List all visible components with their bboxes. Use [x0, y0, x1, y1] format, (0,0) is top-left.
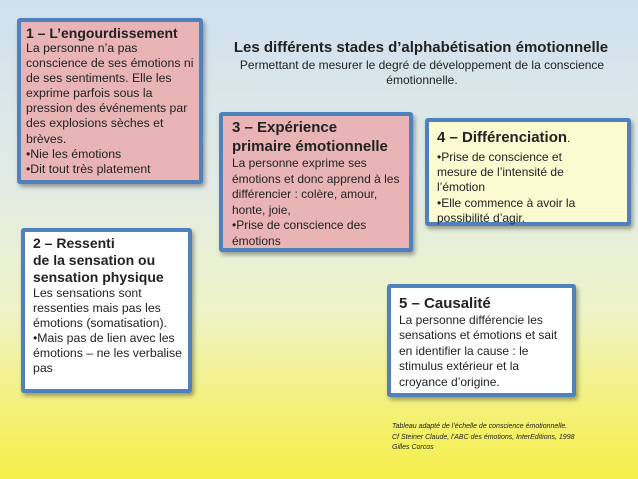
source-credit [392, 422, 632, 454]
stage-3-card [219, 112, 413, 252]
stage-2-title-line: 2 – Ressenti [33, 235, 115, 251]
stage-3-title-line: primaire émotionnelle [232, 137, 388, 155]
credit-line: Tableau adapté de l’échelle de conscience émotionnelle. [392, 423, 568, 430]
stage-4-title-suffix: . [567, 131, 571, 145]
stage-3-line: émotions et donc apprend à les [232, 171, 400, 186]
stage-2-line: émotions (somatisation). [33, 316, 167, 331]
stage-2-line: pas [33, 361, 53, 376]
credit-line: Gilles Corcos [392, 444, 434, 451]
stage-2-text [33, 286, 183, 377]
stage-5-line: La personne différencie les [399, 313, 543, 327]
stage-5-text [399, 313, 567, 390]
stage-3-text [232, 156, 404, 250]
stage-4-line: l’émotion [437, 180, 486, 195]
stage-4-title-text: 4 – Différenciation [437, 129, 568, 146]
credit-line: Cf Steiner Claude, l’ABC des émotions, InterEditions, 1998 [392, 433, 575, 441]
stage-3-line: honte, joie, [232, 202, 291, 217]
stage-3-line: différencier : colère, amour, [232, 187, 378, 202]
stage-2-title-line: de la sensation ou [33, 252, 156, 268]
stage-3-line: •Prise de conscience des [232, 218, 367, 233]
stage-2-title-line: sensation physique [33, 269, 164, 285]
stage-5-line: en identifier la cause : le [399, 343, 529, 358]
stage-4-line: •Prise de conscience et [437, 150, 562, 164]
page-subtitle: Permettant de mesurer le degré de développement de la conscience émotionnelle. [239, 58, 605, 87]
stage-1-line: de ses sentiments. Elle les [26, 71, 172, 86]
stage-4-text [437, 150, 622, 226]
stage-3-line: La personne exprime ses [232, 156, 367, 170]
stage-4-title [437, 128, 622, 148]
stage-2-card [21, 228, 192, 393]
stage-1-card [17, 18, 203, 184]
stage-1-line: exprime parfois sous la [26, 86, 153, 101]
stage-4-line: •Elle commence à avoir la [437, 195, 576, 210]
stage-5-line: sensations et émotions et sait [399, 328, 558, 343]
stage-5-line: stimulus extérieur et la [399, 359, 520, 374]
stage-2-line: Les sensations sont [33, 286, 142, 300]
stage-4-line: possibilité d’agir. [437, 210, 526, 225]
stage-2-line: •Mais pas de lien avec les [33, 331, 175, 346]
stage-1-line: brèves. [26, 131, 67, 146]
stage-4-line: mesure de l’intensité de [437, 165, 564, 180]
stage-1-line: conscience de ses émotions ni [26, 56, 194, 71]
stage-5-title: 5 – Causalité [399, 295, 491, 312]
stage-1-line: •Nie les émotions [26, 146, 122, 161]
stage-2-title [33, 235, 183, 286]
stage-1-line: •Dit tout très platement [26, 161, 151, 176]
stage-1-line: pression des événements par [26, 101, 188, 116]
stage-4-card [425, 118, 631, 226]
page-title: Les différents stades d’alphabétisation émotionnelle [233, 39, 609, 56]
stage-1-line: des explosions sèches et [26, 116, 164, 131]
stage-3-title [232, 119, 404, 156]
stage-2-line: émotions – ne les verbalise [33, 346, 183, 361]
stage-2-line: ressenties mais pas les [33, 301, 161, 316]
stage-3-title-line: 3 – Expérience [232, 119, 338, 136]
stage-1-text [26, 41, 194, 177]
stage-1-title: 1 – L’engourdissement [26, 25, 178, 41]
stage-3-line: émotions [232, 233, 281, 248]
stage-5-line: croyance d’origine. [399, 374, 500, 389]
stage-5-card [387, 284, 576, 397]
stage-1-line: La personne n’a pas [26, 41, 138, 55]
